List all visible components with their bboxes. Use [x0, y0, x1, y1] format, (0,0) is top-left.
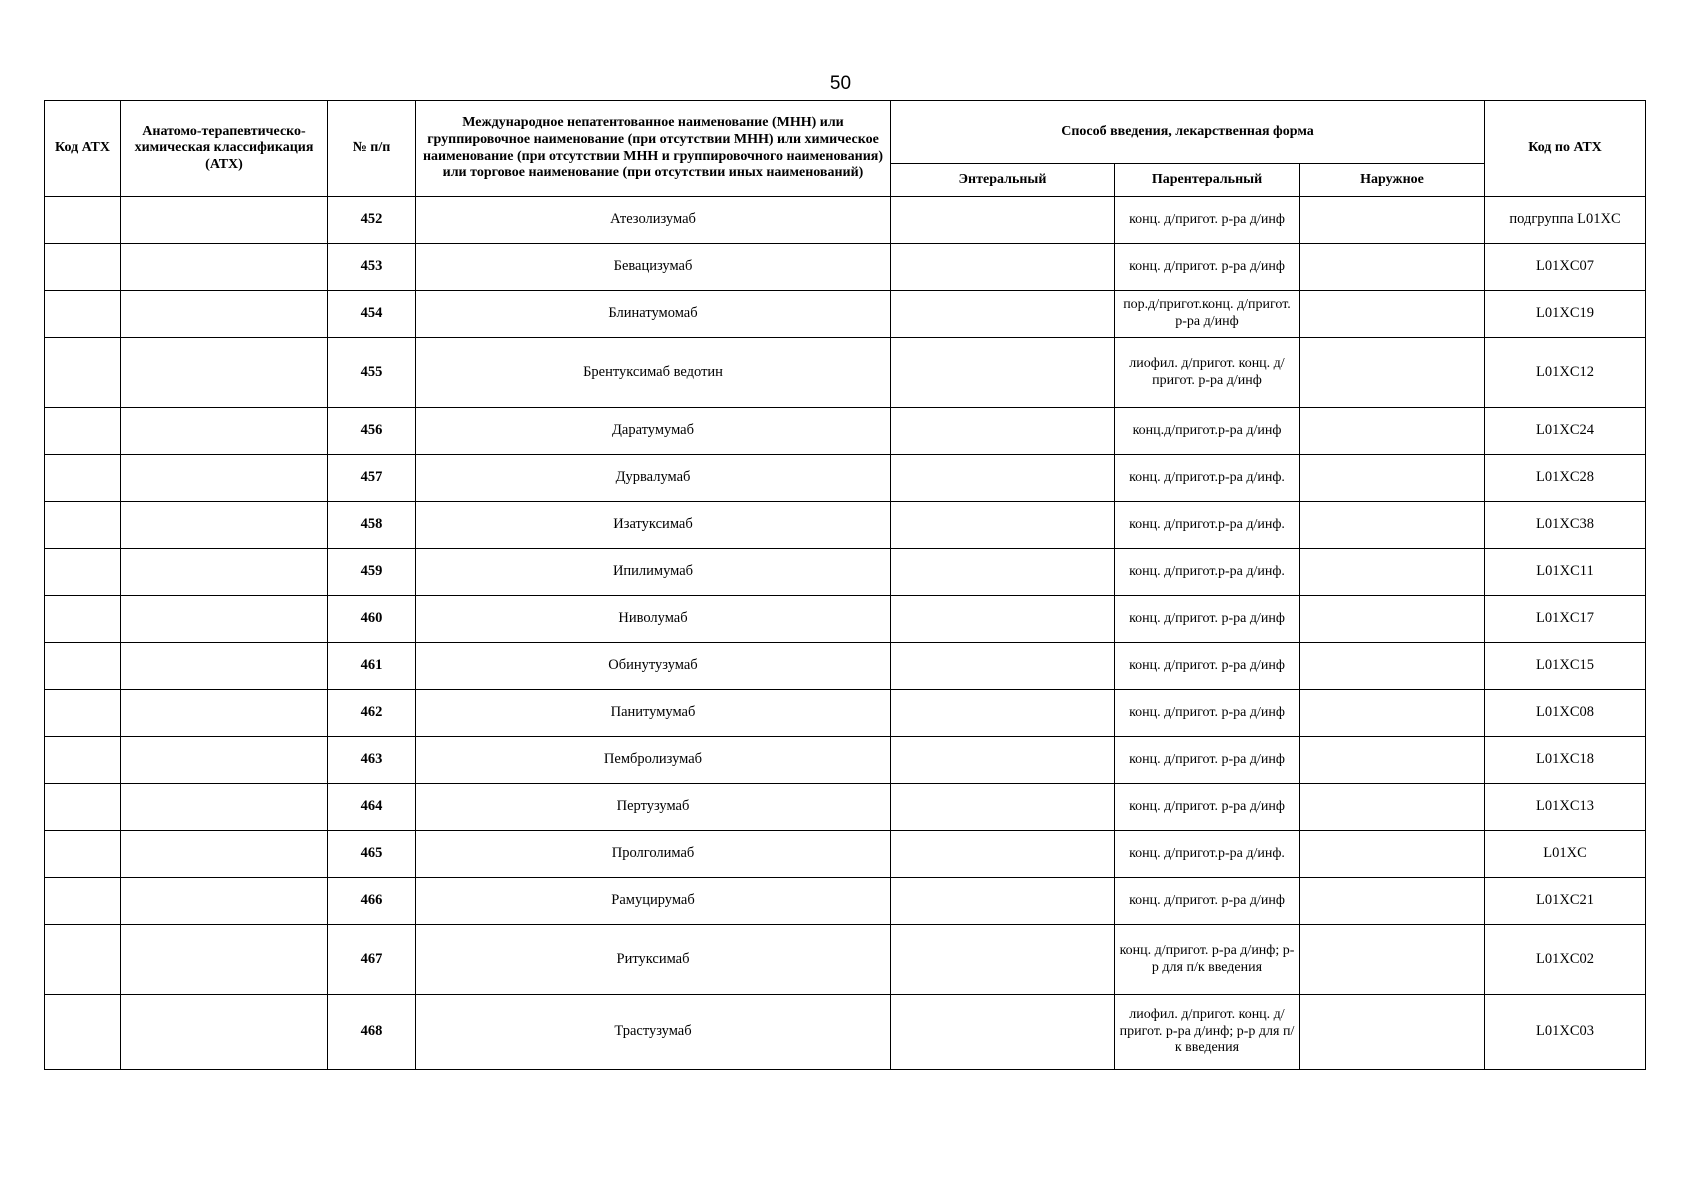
cell-parenteral: конц. д/пригот. р-ра д/инф — [1115, 596, 1300, 643]
cell-row-number: 464 — [328, 784, 416, 831]
cell-external — [1300, 784, 1485, 831]
cell-drug-name: Трастузумаб — [416, 995, 891, 1070]
cell-external — [1300, 502, 1485, 549]
cell-atc-classification — [121, 244, 328, 291]
cell-parenteral: конц. д/пригот. р-ра д/инф — [1115, 244, 1300, 291]
cell-external — [1300, 878, 1485, 925]
cell-enteral — [891, 737, 1115, 784]
cell-parenteral: конц.д/пригот.р-ра д/инф — [1115, 408, 1300, 455]
cell-parenteral: конц. д/пригот. р-ра д/инф — [1115, 784, 1300, 831]
medicines-table — [44, 100, 1646, 1070]
cell-atc-classification — [121, 690, 328, 737]
cell-drug-name: Пембролизумаб — [416, 737, 891, 784]
cell-parenteral: конц. д/пригот.р-ра д/инф. — [1115, 502, 1300, 549]
cell-parenteral: конц. д/пригот. р-ра д/инф — [1115, 737, 1300, 784]
cell-parenteral: конц. д/пригот. р-ра д/инф; р-р для п/к введения — [1115, 925, 1300, 995]
cell-drug-name: Даратумумаб — [416, 408, 891, 455]
cell-atc-code — [45, 502, 121, 549]
table-row — [45, 925, 1646, 995]
cell-atc-classification — [121, 596, 328, 643]
cell-atc-code-right: L01XC02 — [1485, 925, 1646, 995]
cell-drug-name: Бевацизумаб — [416, 244, 891, 291]
cell-atc-code-right: L01XC38 — [1485, 502, 1646, 549]
cell-atc-classification — [121, 831, 328, 878]
cell-drug-name: Ритуксимаб — [416, 925, 891, 995]
cell-parenteral: конц. д/пригот. р-ра д/инф — [1115, 197, 1300, 244]
cell-external — [1300, 737, 1485, 784]
table-row — [45, 831, 1646, 878]
header-atc-classification: Анатомо-терапевтическо-химическая классификация (АТХ) — [121, 101, 328, 197]
cell-atc-code — [45, 784, 121, 831]
table-row — [45, 549, 1646, 596]
cell-atc-code — [45, 596, 121, 643]
cell-enteral — [891, 596, 1115, 643]
cell-atc-code — [45, 995, 121, 1070]
cell-atc-code — [45, 244, 121, 291]
cell-atc-code — [45, 737, 121, 784]
table-body — [45, 197, 1646, 1070]
cell-atc-code-right: L01XC24 — [1485, 408, 1646, 455]
cell-atc-code-right: L01XC — [1485, 831, 1646, 878]
cell-atc-code-right: подгруппа L01XC — [1485, 197, 1646, 244]
page-number: 50 — [829, 73, 852, 94]
cell-external — [1300, 690, 1485, 737]
cell-atc-code — [45, 643, 121, 690]
cell-atc-code-right: L01XC13 — [1485, 784, 1646, 831]
cell-atc-code-right: L01XC03 — [1485, 995, 1646, 1070]
cell-row-number: 452 — [328, 197, 416, 244]
cell-row-number: 466 — [328, 878, 416, 925]
cell-row-number: 453 — [328, 244, 416, 291]
cell-drug-name: Изатуксимаб — [416, 502, 891, 549]
cell-enteral — [891, 643, 1115, 690]
cell-row-number: 467 — [328, 925, 416, 995]
cell-atc-code — [45, 455, 121, 502]
table-row — [45, 455, 1646, 502]
table-row — [45, 197, 1646, 244]
header-enteral: Энтеральный — [891, 164, 1115, 197]
cell-row-number: 454 — [328, 291, 416, 338]
cell-atc-classification — [121, 784, 328, 831]
cell-parenteral: лиофил. д/пригот. конц. д/пригот. р-ра д/инф — [1115, 338, 1300, 408]
cell-atc-code-right: L01XC07 — [1485, 244, 1646, 291]
cell-atc-classification — [121, 455, 328, 502]
cell-parenteral: конц. д/пригот.р-ра д/инф. — [1115, 831, 1300, 878]
table-row — [45, 291, 1646, 338]
cell-parenteral: конц. д/пригот. р-ра д/инф — [1115, 878, 1300, 925]
cell-external — [1300, 831, 1485, 878]
cell-row-number: 463 — [328, 737, 416, 784]
cell-atc-code — [45, 878, 121, 925]
cell-external — [1300, 995, 1485, 1070]
cell-atc-code — [45, 291, 121, 338]
cell-external — [1300, 291, 1485, 338]
table-row — [45, 338, 1646, 408]
cell-atc-code-right: L01XC11 — [1485, 549, 1646, 596]
header-inn: Международное непатентованное наименование (МНН) или группировочное наименование (при отсутствии МНН) или химическое наименование (при отсутствии МНН и группировочного наименования) или торговое наименование (при отсутствии иных наименований) — [416, 101, 891, 197]
cell-row-number: 468 — [328, 995, 416, 1070]
cell-enteral — [891, 831, 1115, 878]
header-row-number: № п/п — [328, 101, 416, 197]
cell-row-number: 461 — [328, 643, 416, 690]
cell-drug-name: Обинутузумаб — [416, 643, 891, 690]
cell-parenteral: пор.д/пригот.конц. д/пригот. р-ра д/инф — [1115, 291, 1300, 338]
cell-drug-name: Ниволумаб — [416, 596, 891, 643]
cell-enteral — [891, 784, 1115, 831]
cell-drug-name: Панитумумаб — [416, 690, 891, 737]
cell-drug-name: Атезолизумаб — [416, 197, 891, 244]
cell-atc-classification — [121, 995, 328, 1070]
table-row — [45, 244, 1646, 291]
header-atc-code-right: Код по АТХ — [1485, 101, 1646, 197]
table-row — [45, 995, 1646, 1070]
cell-parenteral: конц. д/пригот. р-ра д/инф — [1115, 643, 1300, 690]
cell-enteral — [891, 197, 1115, 244]
cell-external — [1300, 643, 1485, 690]
table-row — [45, 643, 1646, 690]
cell-external — [1300, 925, 1485, 995]
cell-enteral — [891, 502, 1115, 549]
cell-atc-classification — [121, 549, 328, 596]
cell-atc-classification — [121, 408, 328, 455]
header-parenteral: Парентеральный — [1115, 164, 1300, 197]
cell-external — [1300, 596, 1485, 643]
cell-external — [1300, 244, 1485, 291]
cell-enteral — [891, 995, 1115, 1070]
header-route-form: Способ введения, лекарственная форма — [891, 101, 1485, 164]
table-row — [45, 690, 1646, 737]
cell-parenteral: конц. д/пригот.р-ра д/инф. — [1115, 455, 1300, 502]
cell-atc-classification — [121, 338, 328, 408]
cell-row-number: 458 — [328, 502, 416, 549]
cell-drug-name: Рамуцирумаб — [416, 878, 891, 925]
cell-external — [1300, 408, 1485, 455]
cell-atc-code-right: L01XC15 — [1485, 643, 1646, 690]
cell-enteral — [891, 549, 1115, 596]
cell-parenteral: конц. д/пригот. р-ра д/инф — [1115, 690, 1300, 737]
cell-atc-classification — [121, 878, 328, 925]
cell-row-number: 459 — [328, 549, 416, 596]
cell-drug-name: Блинатумомаб — [416, 291, 891, 338]
cell-row-number: 455 — [328, 338, 416, 408]
cell-row-number: 457 — [328, 455, 416, 502]
cell-enteral — [891, 291, 1115, 338]
cell-enteral — [891, 690, 1115, 737]
cell-atc-classification — [121, 197, 328, 244]
cell-parenteral: лиофил. д/пригот. конц. д/пригот. р-ра д/инф; р-р для п/к введения — [1115, 995, 1300, 1070]
cell-drug-name: Дурвалумаб — [416, 455, 891, 502]
cell-atc-code-right: L01XC18 — [1485, 737, 1646, 784]
cell-drug-name: Брентуксимаб ведотин — [416, 338, 891, 408]
cell-enteral — [891, 878, 1115, 925]
cell-atc-code — [45, 831, 121, 878]
cell-atc-code — [45, 408, 121, 455]
cell-atc-code-right: L01XC28 — [1485, 455, 1646, 502]
cell-external — [1300, 455, 1485, 502]
cell-enteral — [891, 338, 1115, 408]
cell-atc-code — [45, 925, 121, 995]
cell-atc-classification — [121, 291, 328, 338]
cell-row-number: 462 — [328, 690, 416, 737]
table-row — [45, 596, 1646, 643]
cell-external — [1300, 549, 1485, 596]
cell-atc-code — [45, 549, 121, 596]
header-external: Наружное — [1300, 164, 1485, 197]
cell-atc-code — [45, 690, 121, 737]
table-row — [45, 408, 1646, 455]
cell-external — [1300, 197, 1485, 244]
cell-atc-classification — [121, 643, 328, 690]
cell-atc-classification — [121, 502, 328, 549]
table-header — [45, 101, 1646, 197]
cell-enteral — [891, 244, 1115, 291]
cell-enteral — [891, 925, 1115, 995]
cell-atc-code — [45, 197, 121, 244]
cell-row-number: 456 — [328, 408, 416, 455]
cell-atc-code-right: L01XC17 — [1485, 596, 1646, 643]
cell-atc-classification — [121, 737, 328, 784]
header-atc-code: Код АТХ — [45, 101, 121, 197]
cell-row-number: 465 — [328, 831, 416, 878]
cell-atc-code — [45, 338, 121, 408]
cell-atc-code-right: L01XC08 — [1485, 690, 1646, 737]
cell-atc-code-right: L01XC19 — [1485, 291, 1646, 338]
table-row — [45, 784, 1646, 831]
table-row — [45, 737, 1646, 784]
cell-parenteral: конц. д/пригот.р-ра д/инф. — [1115, 549, 1300, 596]
cell-enteral — [891, 408, 1115, 455]
cell-atc-code-right: L01XC21 — [1485, 878, 1646, 925]
cell-external — [1300, 338, 1485, 408]
table-row — [45, 502, 1646, 549]
cell-drug-name: Ипилимумаб — [416, 549, 891, 596]
cell-atc-code-right: L01XC12 — [1485, 338, 1646, 408]
cell-atc-classification — [121, 925, 328, 995]
cell-drug-name: Пертузумаб — [416, 784, 891, 831]
cell-enteral — [891, 455, 1115, 502]
table-row — [45, 878, 1646, 925]
cell-drug-name: Пролголимаб — [416, 831, 891, 878]
cell-row-number: 460 — [328, 596, 416, 643]
